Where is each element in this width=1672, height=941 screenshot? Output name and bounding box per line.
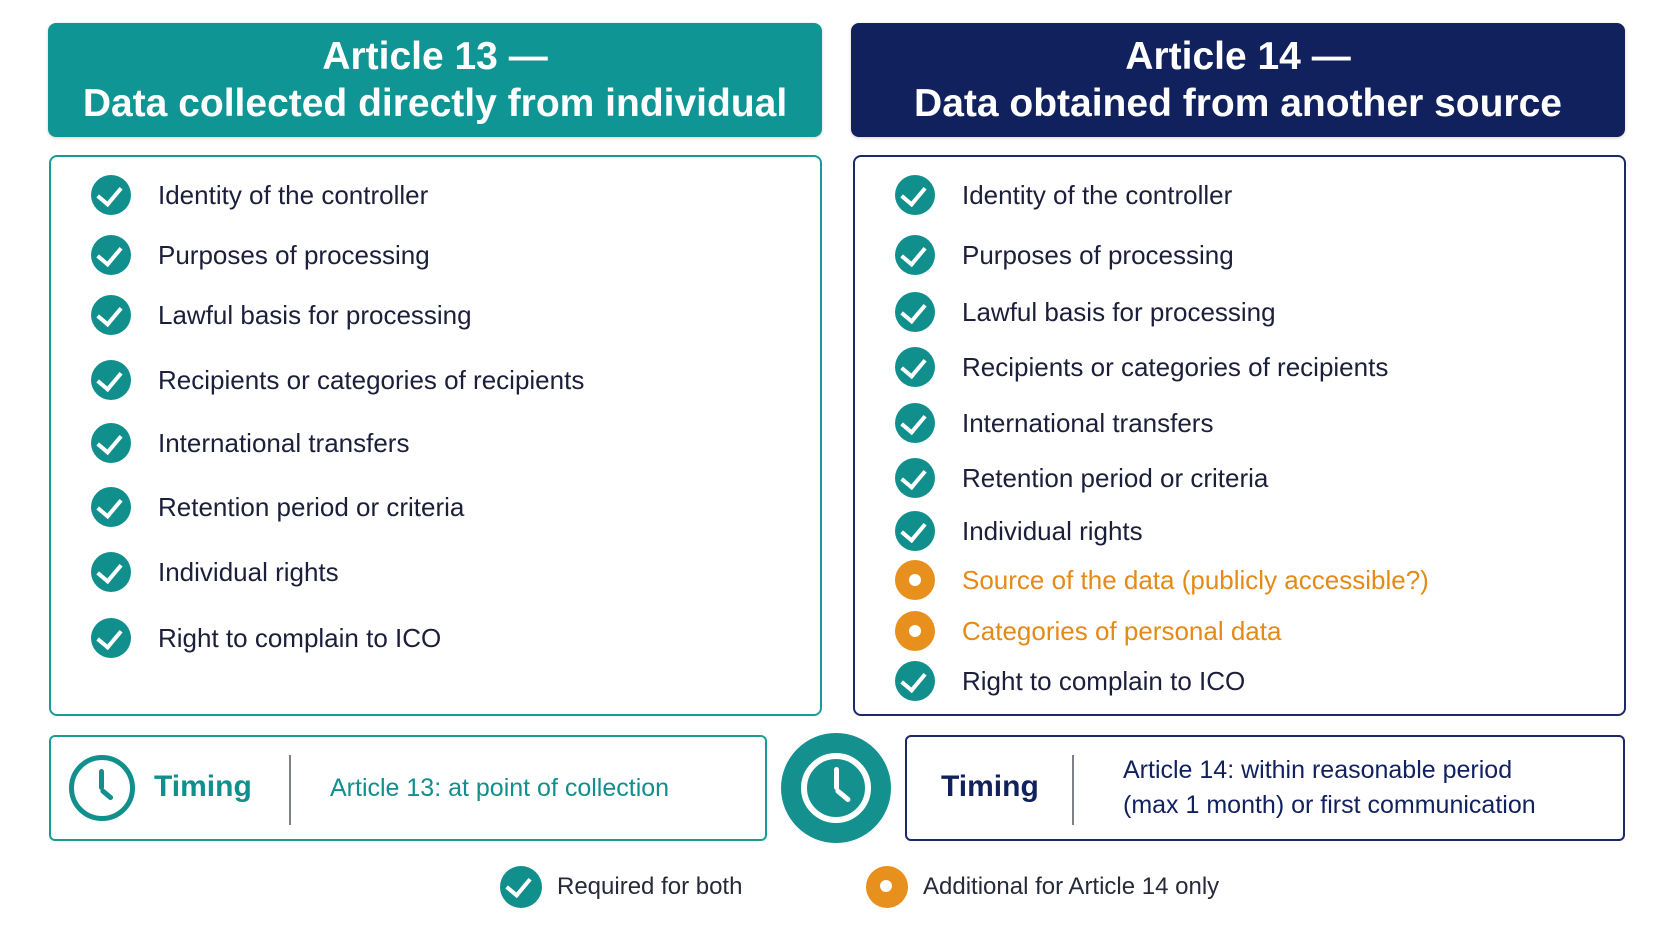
check-circle-icon: [895, 175, 935, 215]
check-circle-icon: [91, 295, 131, 335]
checklist-item: [91, 360, 810, 400]
checklist-item: [91, 618, 810, 658]
checklist-item: [895, 661, 1614, 701]
article14-checklist: [853, 155, 1626, 716]
check-circle-icon: [895, 292, 935, 332]
dot-circle-icon: [866, 866, 908, 908]
article13-title: Article 13 —: [322, 35, 548, 78]
checklist-item: [895, 235, 1614, 275]
checklist-item-label: Recipients or categories of recipients: [962, 351, 1389, 382]
legend-required-label: Required for both: [557, 873, 743, 900]
article14-timing-label: Timing: [941, 770, 1039, 803]
check-circle-icon: [91, 618, 131, 658]
checklist-item-label: Retention period or criteria: [962, 462, 1269, 493]
legend-required: [500, 866, 742, 908]
checklist-item: [91, 487, 810, 527]
checklist-item-label: Lawful basis for processing: [158, 299, 472, 330]
checklist-item-label: Purposes of processing: [158, 239, 430, 270]
checklist-item: [91, 175, 810, 215]
checklist-item: [895, 458, 1614, 498]
check-circle-icon: [895, 347, 935, 387]
checklist-item: [91, 235, 810, 275]
article14-timing-value-line2: (max 1 month) or first communication: [1123, 791, 1536, 819]
check-circle-icon: [91, 423, 131, 463]
check-circle-icon: [895, 403, 935, 443]
checklist-item-label: Right to complain to ICO: [158, 622, 442, 653]
checklist-item-label: Recipients or categories of recipients: [158, 364, 585, 395]
clock-icon: [781, 733, 891, 843]
dot-circle-icon: [895, 560, 935, 600]
checklist-item-label: Purposes of processing: [962, 239, 1234, 270]
clock-icon: [69, 755, 135, 821]
legend-additional: [866, 866, 1219, 908]
article13-checklist: [49, 155, 822, 716]
article13-header: [48, 23, 822, 137]
check-circle-icon: [895, 661, 935, 701]
check-circle-icon: [895, 458, 935, 498]
checklist-item: [895, 175, 1614, 215]
checklist-item: [895, 560, 1614, 600]
timing-divider: [1072, 755, 1074, 825]
article14-header: [851, 23, 1625, 137]
legend-additional-label: Additional for Article 14 only: [923, 873, 1220, 900]
check-circle-icon: [91, 235, 131, 275]
article14-title: Article 14 —: [1125, 35, 1351, 78]
article14-timing-value-line1: Article 14: within reasonable period: [1123, 756, 1513, 784]
article13-subtitle: Data collected directly from individual: [82, 82, 788, 125]
checklist-item: [895, 511, 1614, 551]
checklist-item: [895, 403, 1614, 443]
checklist-item-label: Right to complain to ICO: [962, 665, 1246, 696]
checklist-item-label: Individual rights: [158, 556, 339, 587]
check-circle-icon: [895, 235, 935, 275]
checklist-item: [91, 423, 810, 463]
checklist-item-label: Identity of the controller: [158, 179, 429, 210]
checklist-item-label: Retention period or criteria: [158, 491, 465, 522]
checklist-item-label: International transfers: [158, 427, 410, 458]
checklist-item-label: Lawful basis for processing: [962, 296, 1276, 327]
timing-divider: [289, 755, 291, 825]
checklist-item-label: Categories of personal data: [962, 615, 1282, 646]
dot-circle-icon: [895, 611, 935, 651]
checklist-item: [895, 611, 1614, 651]
checklist-item: [91, 552, 810, 592]
checklist-item: [91, 295, 810, 335]
check-circle-icon: [91, 487, 131, 527]
checklist-item-label: Identity of the controller: [962, 179, 1233, 210]
check-circle-icon: [500, 866, 542, 908]
article13-timing-box: [49, 735, 767, 841]
article14-subtitle: Data obtained from another source: [914, 82, 1562, 125]
checklist-item-label: Individual rights: [962, 515, 1143, 546]
check-circle-icon: [91, 175, 131, 215]
check-circle-icon: [91, 360, 131, 400]
checklist-item-label: Source of the data (publicly accessible?): [962, 564, 1429, 595]
check-circle-icon: [895, 511, 935, 551]
article13-timing-value: Article 13: at point of collection: [330, 774, 670, 802]
article13-timing-label: Timing: [154, 770, 252, 803]
checklist-item-label: International transfers: [962, 407, 1214, 438]
check-circle-icon: [91, 552, 131, 592]
checklist-item: [895, 292, 1614, 332]
checklist-item: [895, 347, 1614, 387]
article14-timing-box: [905, 735, 1625, 841]
